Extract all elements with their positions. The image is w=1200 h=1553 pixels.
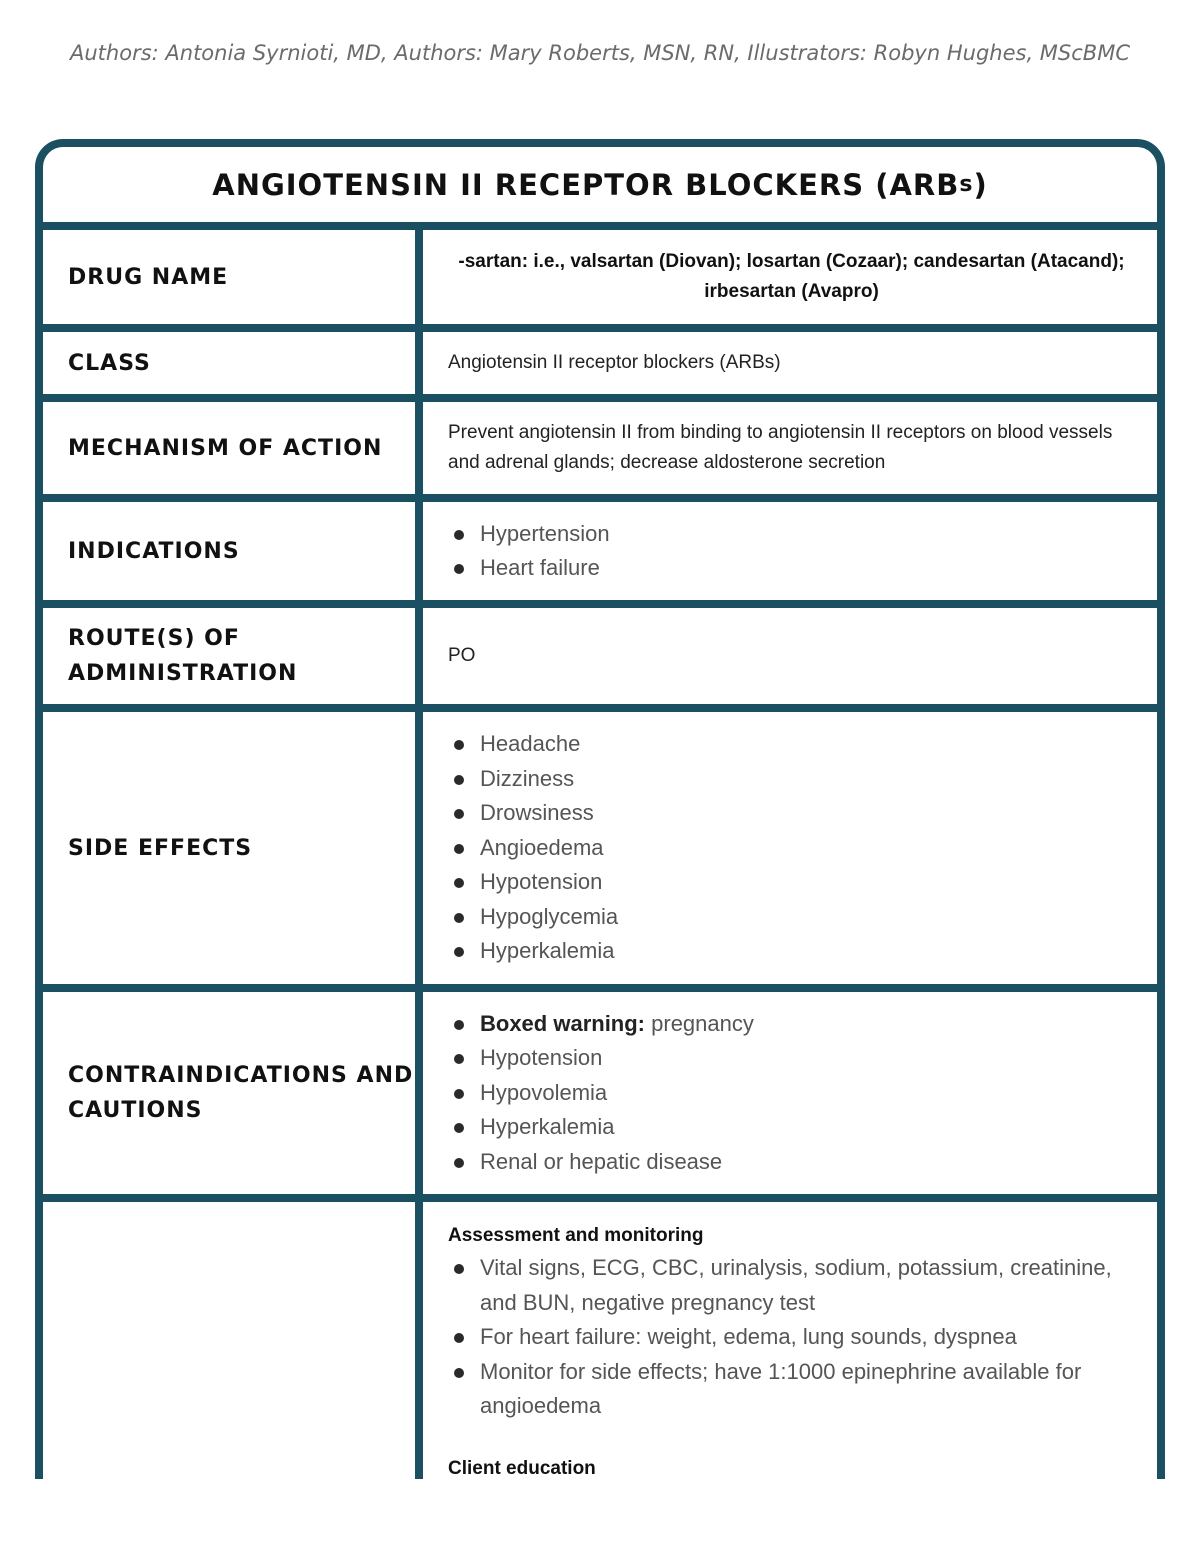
list-item: Dizziness — [448, 762, 1135, 797]
row-drug-name — [43, 230, 1157, 332]
drug-card — [35, 139, 1165, 1479]
row-nursing — [43, 1202, 1157, 1479]
indications-cell — [423, 502, 1157, 600]
authors-line: Authors: Antonia Syrnioti, MD, Authors: Mary Roberts, MSN, RN, Illustrators: Robyn Hughes, MScBMC — [70, 41, 1130, 65]
list-item: Hypertension — [448, 517, 1135, 552]
class-label: CLASS — [43, 332, 423, 394]
contraindications-cell — [423, 992, 1157, 1194]
list-item: Hyperkalemia — [448, 934, 1135, 969]
indications-list — [448, 517, 1135, 586]
mechanism-cell — [423, 402, 1157, 494]
row-routes — [43, 608, 1157, 712]
routes-value: PO — [448, 645, 476, 666]
education-heading: Client education — [448, 1457, 596, 1479]
boxed-warning-value: pregnancy — [645, 1010, 754, 1036]
drug-name-cell — [423, 230, 1157, 324]
list-item: Headache — [448, 727, 1135, 762]
list-item: Hypotension — [448, 865, 1135, 900]
card-title — [43, 147, 1157, 230]
mechanism-label: MECHANISM OF ACTION — [43, 402, 423, 494]
list-item: Drowsiness — [448, 796, 1135, 831]
mechanism-value: Prevent angiotensin II from binding to angiotensin II receptors on blood vessels and adrenal glands; decrease aldosterone secretion — [448, 422, 1113, 473]
list-item: Angioedema — [448, 831, 1135, 866]
drug-name-value: -sartan: i.e., valsartan (Diovan); losartan (Cozaar); candesartan (Atacand); irbesartan (Avapro) — [458, 251, 1125, 302]
list-item: Monitor for side effects; have 1:1000 epinephrine available for angioedema — [448, 1355, 1135, 1424]
drug-name-label: DRUG NAME — [43, 230, 423, 324]
list-item: Vital signs, ECG, CBC, urinalysis, sodium, potassium, creatinine, and BUN, negative pregnancy test — [448, 1251, 1135, 1320]
contraindications-label: CONTRAINDICATIONS AND CAUTIONS — [43, 992, 423, 1194]
list-item: Renal or hepatic disease — [448, 1145, 1135, 1180]
assessment-heading: Assessment and monitoring — [448, 1225, 704, 1246]
side-effects-list — [448, 727, 1135, 969]
list-item: Hypoglycemia — [448, 900, 1135, 935]
routes-label: ROUTE(S) OF ADMINISTRATION — [43, 608, 423, 704]
boxed-warning-label: Boxed warning: — [480, 1010, 646, 1036]
list-item: Hyperkalemia — [448, 1110, 1135, 1145]
card-title-main: ANGIOTENSIN II RECEPTOR BLOCKERS (ARB — [212, 167, 960, 202]
assessment-list — [448, 1251, 1135, 1424]
class-cell — [423, 332, 1157, 394]
nursing-cell — [423, 1202, 1157, 1479]
row-indications — [43, 502, 1157, 608]
list-item: Hypotension — [448, 1041, 1135, 1076]
nursing-label — [43, 1202, 423, 1479]
contraindications-list — [448, 1007, 1135, 1180]
card-title-suffix: s — [959, 172, 974, 197]
list-item: Heart failure — [448, 551, 1135, 586]
row-mechanism — [43, 402, 1157, 502]
list-item — [448, 1007, 1135, 1042]
indications-label: INDICATIONS — [43, 502, 423, 600]
row-contraindications — [43, 992, 1157, 1202]
row-side-effects — [43, 712, 1157, 992]
card-title-close: ) — [973, 167, 988, 202]
class-value: Angiotensin II receptor blockers (ARBs) — [448, 352, 781, 373]
routes-cell — [423, 608, 1157, 704]
list-item: Hypovolemia — [448, 1076, 1135, 1111]
side-effects-label: SIDE EFFECTS — [43, 712, 423, 984]
side-effects-cell — [423, 712, 1157, 984]
list-item: For heart failure: weight, edema, lung sounds, dyspnea — [448, 1320, 1135, 1355]
row-class — [43, 332, 1157, 402]
